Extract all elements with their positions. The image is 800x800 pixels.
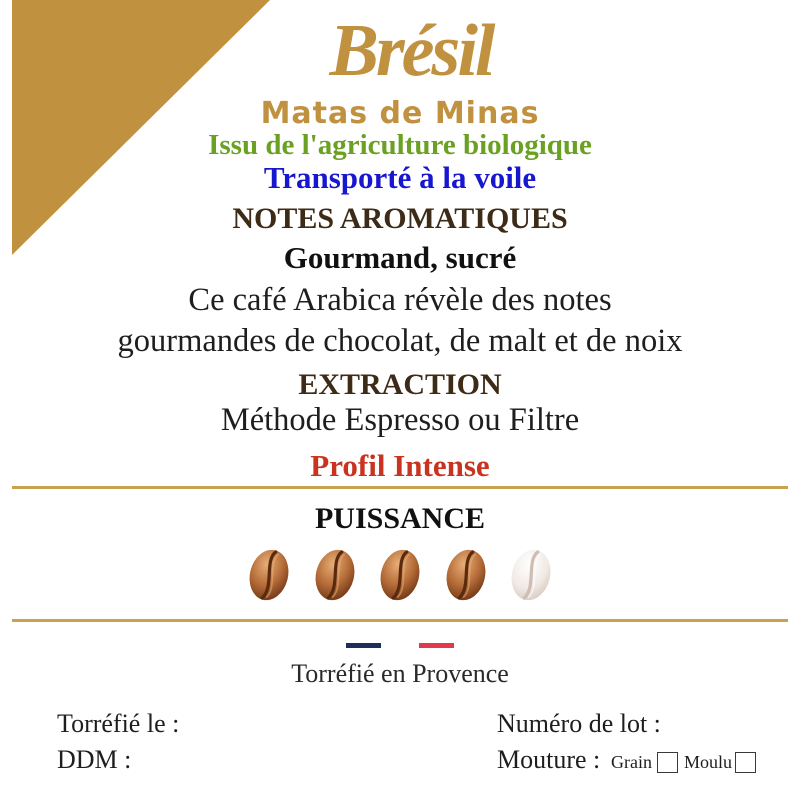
grind-option-moulu-label: Moulu	[684, 752, 733, 772]
aroma-summary: Gourmand, sucré	[283, 240, 517, 275]
flag-blue-stripe	[346, 643, 381, 648]
sail-transport-note: Transporté à la voile	[263, 160, 537, 195]
coffee-bean-icon	[507, 547, 555, 603]
lot-number-label: Numéro de lot :	[497, 709, 661, 738]
grind-option-grain-label: Grain	[611, 752, 652, 772]
roast-date-label: Torréfié le :	[57, 709, 180, 738]
extraction-heading: EXTRACTION	[298, 368, 502, 401]
organic-certification: Issu de l'agriculture biologique	[208, 129, 592, 161]
aroma-heading: NOTES AROMATIQUES	[232, 202, 568, 235]
region-name: Matas de Minas	[260, 96, 540, 131]
roasting-location: Torréfié en Provence	[291, 659, 509, 688]
puissance-label: PUISSANCE	[314, 502, 486, 535]
puissance-rating	[0, 547, 800, 603]
coffee-bean-icon	[311, 547, 359, 603]
grind-option-moulu-checkbox[interactable]	[735, 752, 756, 773]
coffee-bean-icon	[442, 547, 490, 603]
grind-option-grain-checkbox[interactable]	[657, 752, 678, 773]
extraction-method: Méthode Espresso ou Filtre	[220, 402, 580, 438]
french-flag-icon	[346, 643, 454, 648]
coffee-bean-icon	[376, 547, 424, 603]
profile-intensity: Profil Intense	[310, 448, 490, 483]
aroma-description-line: gourmandes de chocolat, de malt et de noix	[117, 323, 683, 359]
divider	[12, 619, 788, 622]
aroma-description-line: Ce café Arabica révèle des notes	[188, 282, 612, 318]
coffee-bean-icon	[245, 547, 293, 603]
grind-label: Mouture :	[497, 745, 601, 774]
ddm-label: DDM :	[57, 745, 132, 774]
origin-country-title: Brésil	[329, 10, 493, 92]
flag-red-stripe	[419, 643, 454, 648]
divider	[12, 486, 788, 489]
